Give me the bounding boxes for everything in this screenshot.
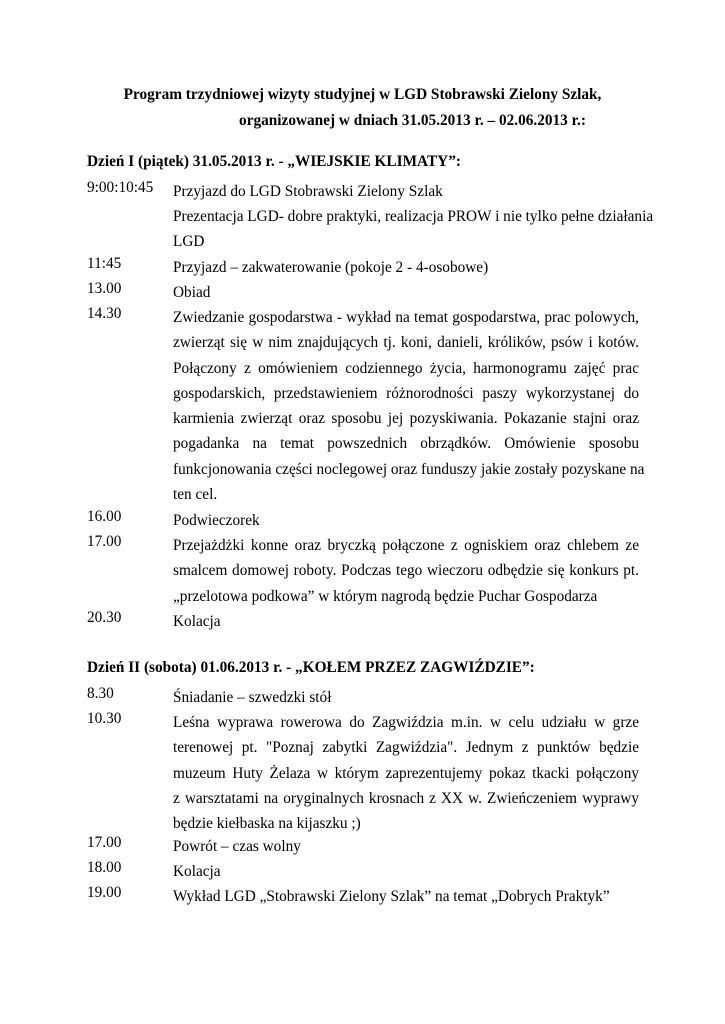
day2-heading: Dzień II (sobota) 01.06.2013 r. - „KOŁEM PRZEZ ZAGWIŹDZIE”:	[87, 659, 535, 676]
schedule-description	[173, 280, 639, 305]
description-line: Przyjazd do LGD Stobrawski Zielony Szlak	[173, 183, 443, 200]
schedule-description	[173, 305, 645, 507]
schedule-time: 18.00	[87, 859, 122, 876]
description-line: „przelotowa podkowa” w którym nagrodą będzie Puchar Gospodarza	[173, 587, 598, 605]
schedule-description	[173, 884, 639, 909]
schedule-time: 20.30	[87, 609, 122, 626]
schedule-time: 17.00	[87, 834, 122, 851]
description-line: funkcjonowania części noclegowej oraz funduszy jakie zostały pozyskane na	[173, 460, 645, 478]
document-title-line-2: organizowanej w dniach 31.05.2013 r. – 02.06.2013 r.:	[239, 112, 586, 129]
description-line: Wykład LGD „Stobrawski Zielony Szlak” na temat „Dobrych Praktyk”	[173, 888, 610, 905]
schedule-description	[173, 685, 639, 710]
description-line: smalcem domowej roboty. Podczas tego wieczoru odbędzie się konkurs pt.	[173, 562, 639, 580]
description-line: Przejażdżki konne oraz bryczką połączone z ogniskiem oraz chlebem ze	[173, 537, 639, 554]
description-line: Powrót – czas wolny	[173, 838, 301, 855]
description-line: karmienia zwierząt oraz sposobu jej pozyskiwania. Pokazanie stajni oraz	[173, 410, 639, 428]
description-line: LGD	[173, 233, 205, 251]
schedule-description	[173, 179, 639, 204]
schedule-time: 9:00:10:45	[87, 179, 154, 196]
schedule-description	[173, 533, 639, 609]
description-line: Połączony z omówieniem codziennego życia, harmonogramu zajęć prac	[173, 359, 639, 377]
schedule-description	[173, 710, 639, 836]
schedule-description	[173, 859, 639, 884]
description-line: pogadanka na temat powszednich obrządków. Omówienie sposobu	[173, 435, 639, 453]
description-line: Prezentacja LGD- dobre praktyki, realizacja PROW i nie tylko pełne działania	[173, 208, 654, 225]
description-line: Przyjazd – zakwaterowanie (pokoje 2 - 4-osobowe)	[173, 259, 489, 276]
description-line: gospodarskich, przedstawieniem różnorodności paszy wykorzystanej do	[173, 384, 639, 402]
schedule-description	[173, 204, 654, 255]
description-line: z warsztatami na oryginalnych krosnach z XX w. Zwieńczeniem wyprawy	[173, 789, 639, 807]
description-line: zwierząt się w nim znajdujących tj. koni, danieli, królików, psów i kotów.	[173, 334, 639, 352]
schedule-time: 10.30	[87, 710, 122, 727]
description-line: ten cel.	[173, 486, 218, 504]
schedule-time: 14.30	[87, 305, 122, 322]
schedule-time: 17.00	[87, 533, 122, 550]
description-line: Podwieczorek	[173, 512, 260, 529]
description-line: Kolacja	[173, 863, 221, 880]
schedule-time: 13.00	[87, 280, 122, 297]
description-line: muzeum Huty Żelaza w którym zaprezentujemy pokaz tkacki połączony	[173, 764, 639, 782]
description-line: terenowej pt. "Poznaj zabytki Zagwiździa". Jednym z punktów będzie	[173, 739, 639, 757]
description-line: Śniadanie – szwedzki stół	[173, 689, 332, 706]
day1-heading: Dzień I (piątek) 31.05.2013 r. - „WIEJSKIE KLIMATY”:	[87, 153, 461, 170]
schedule-description	[173, 834, 639, 859]
schedule-description	[173, 508, 639, 533]
description-line: Leśna wyprawa rowerowa do Zagwiździa m.in. w celu udziału w grze	[173, 714, 639, 731]
description-line: będzie kiełbaska na kijaszku ;)	[173, 815, 361, 833]
schedule-description	[173, 609, 639, 634]
document-title-line-1: Program trzydniowej wizyty studyjnej w LGD Stobrawski Zielony Szlak,	[123, 86, 602, 103]
schedule-time: 16.00	[87, 508, 122, 525]
description-line: Kolacja	[173, 613, 221, 630]
schedule-time: 11:45	[87, 255, 122, 272]
description-line: Zwiedzanie gospodarstwa - wykład na temat gospodarstwa, prac polowych,	[173, 309, 639, 326]
schedule-time: 19.00	[87, 884, 122, 901]
description-line: Obiad	[173, 284, 211, 301]
schedule-time: 8.30	[87, 685, 114, 702]
schedule-description	[173, 255, 639, 280]
